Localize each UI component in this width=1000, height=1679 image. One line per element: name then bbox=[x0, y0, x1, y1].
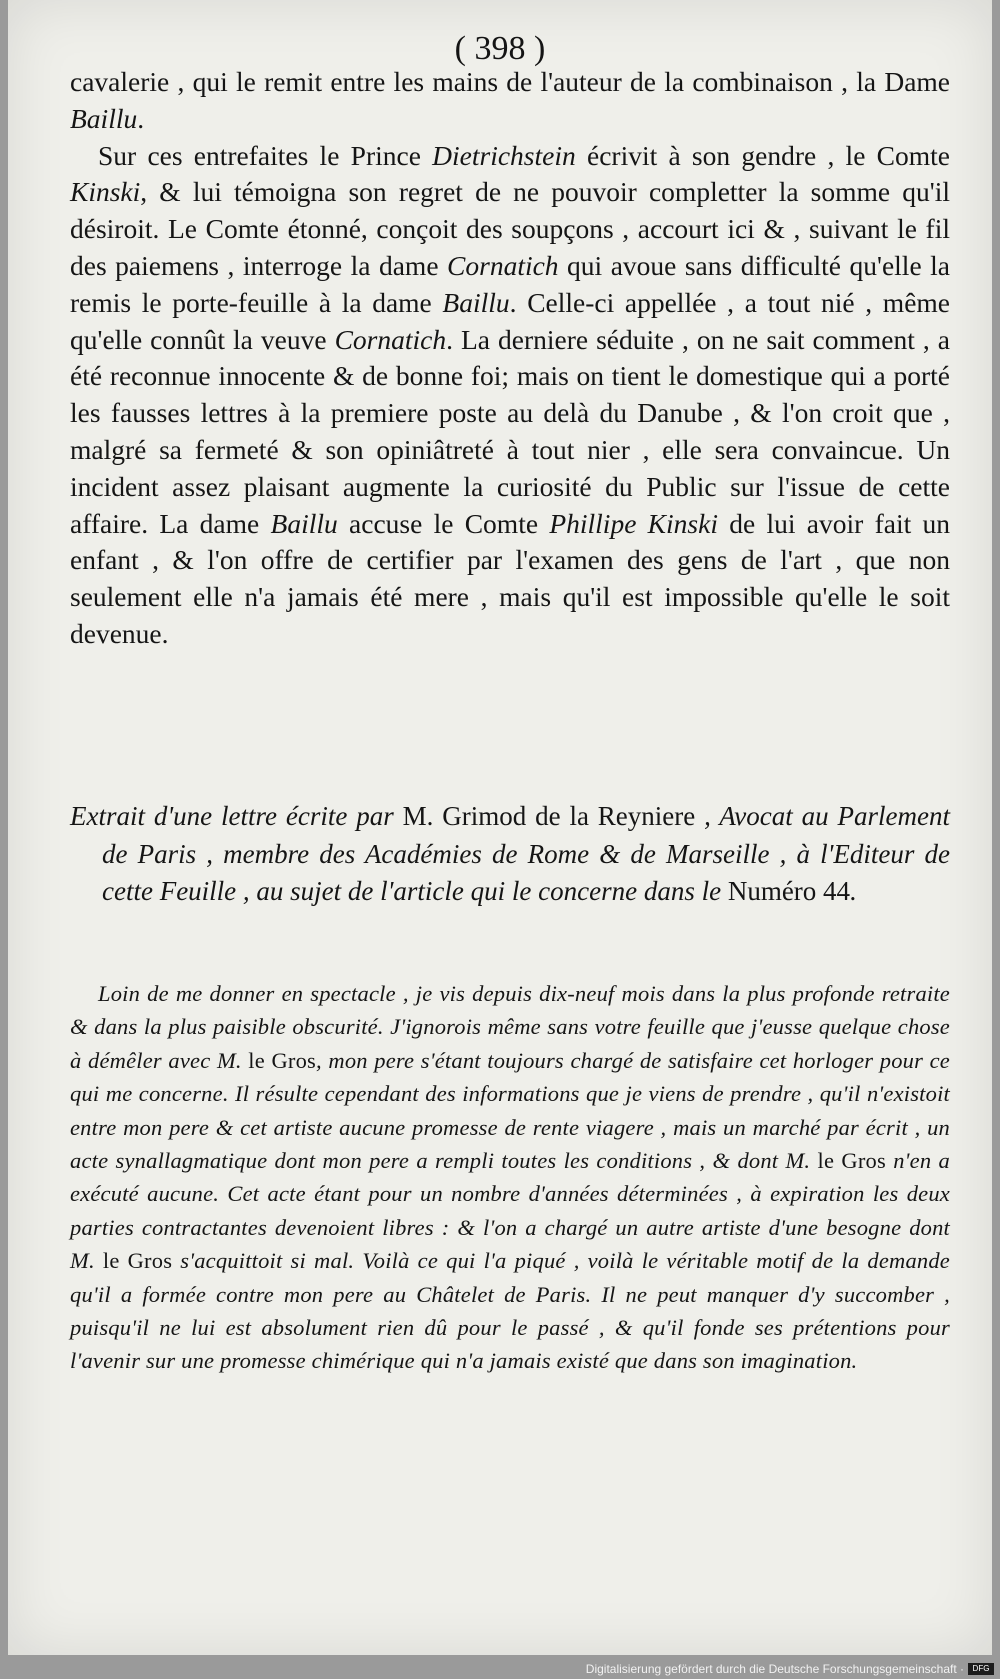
digitization-credit: Digitalisierung gefördert durch die Deutsche Forschungsgemeinschaft · bbox=[585, 1662, 964, 1676]
name-phillipe-kinski: Phillipe Kinski bbox=[549, 507, 718, 539]
name-kinski: Kinski bbox=[70, 176, 141, 208]
name-dietrichstein: Dietrichstein bbox=[432, 139, 576, 171]
name-cornatich: Cornatich bbox=[334, 323, 447, 355]
book-page bbox=[8, 0, 992, 1655]
name-le-gros: le Gros bbox=[817, 1148, 886, 1174]
page-number: ( 398 ) bbox=[454, 30, 546, 67]
name-cornatich: Cornatich bbox=[447, 249, 559, 281]
letter-text: Loin de me donner en spectacle , je vis depuis dix-neuf mois dans la plus profonde retraite & dans la plus paisible obscurité. J'ignorois même sans votre feuille que j'eusse quelque chose à démêler avec M. le Gros, mon pere s'étant toujours chargé de satisfaire cet horloger pour ce qui me concerne. Il résulte cependant des informations que je viens de prendre , qu'il n'existoit entre mon pere & cet artiste aucune promesse de rente viagere , mais un marché par écrit , un acte synallagmatique dont mon pere a rempli toutes les conditions , & dont M. le Gros n'en a exécuté aucune. Cet acte étant pour un nombre d'années déterminées , à expiration les deux parties contractantes devenoient libres : & l'on a chargé un autre artiste d'une besogne dont M. le Gros s'acquittoit si mal. Voilà ce qui l'a piqué , voilà le véritable motif de la demande qu'il a formée contre mon pere au Châtelet de Paris. Il ne peut manquer d'y succomber , puisqu'il ne lui est absolument rien dû pour le passé , & qu'il fonde ses prétentions pour l'avenir sur une promesse chimérique qui n'a jamais existé que dans son imagination. bbox=[70, 981, 950, 1374]
main-text bbox=[70, 64, 950, 653]
name-baillu: Baillu bbox=[442, 286, 510, 318]
name-baillu: Baillu bbox=[70, 102, 138, 134]
paragraph-1: cavalerie , qui le remit entre les mains de l'auteur de la combinaison , la Dame Baillu. bbox=[70, 66, 950, 134]
name-baillu: Baillu bbox=[270, 507, 338, 539]
dfg-logo-icon: DFG bbox=[968, 1663, 994, 1675]
paragraph-2: Sur ces entrefaites le Prince Dietrichstein écrivit à son gendre , le Comte Kinski, & lui témoigna son regret de ne pouvoir completter la somme qu'il désiroit. Le Comte étonné, conçoit des soupçons , accourt ici & , suivant le fil des paiemens , interroge la dame Cornatich qui avoue sans difficulté qu'elle la remis le porte-feuille à la dame Baillu. Celle-ci appellée , a tout nié , même qu'elle connût la veuve Cornatich. La derniere séduite , on ne sait comment , a été reconnue innocente & de bonne foi; mais on tient le domestique qui a porté les fausses lettres à la premiere poste au delà du Danube , & l'on croit que , malgré sa fermeté & son opiniâtreté à tout nier , elle sera convaincue. Un incident assez plaisant augmente la curiosité du Public sur l'issue de cette affaire. La dame Baillu accuse le Comte Phillipe Kinski de lui avoir fait un enfant , & l'on offre de certifier par l'examen des gens de l'art , que non seulement elle n'a jamais été mere , mais qu'il est impossible qu'elle le soit devenue. bbox=[70, 139, 951, 649]
name-le-gros: le Gros bbox=[102, 1248, 173, 1274]
author-name: M. Grimod de la Reyniere bbox=[402, 801, 696, 831]
name-le-gros: le Gros bbox=[248, 1047, 317, 1073]
letter-heading: Extrait d'une lettre écrite par M. Grimod de la Reyniere , Avocat au Parlement de Paris , membre des Académies de Rome & de Marseille , à l'Editeur de cette Feuille , au sujet de l'article qui le concerne dans le Numéro 44. bbox=[70, 801, 950, 906]
issue-number: Numéro 44 bbox=[727, 876, 851, 906]
